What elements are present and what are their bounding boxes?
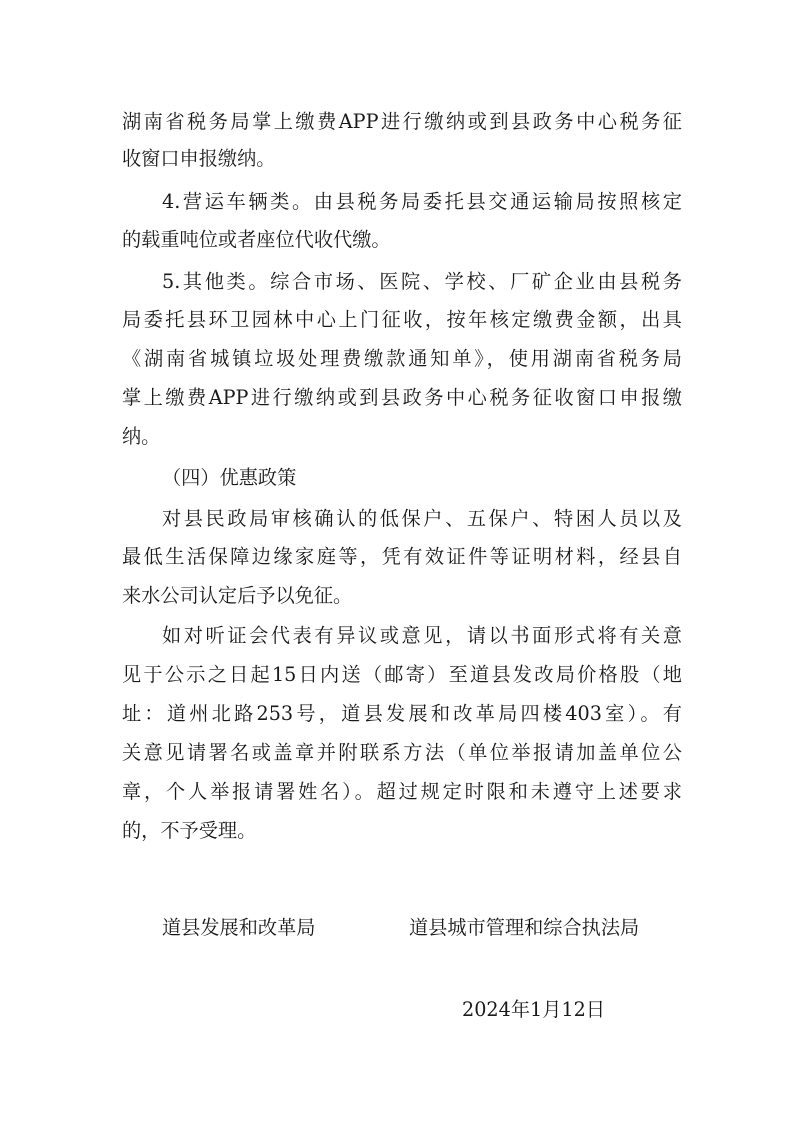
text-line: 如对听证会代表有异议或意见，请以书面形式将有关意 [162, 624, 682, 647]
text-line: 最低生活保障边缘家庭等，凭有效证件等证明材料，经县自 [122, 545, 682, 568]
section-heading: （四）优惠政策 [162, 466, 297, 489]
text-line: 的，不予受理。 [122, 819, 257, 842]
text-line: 对县民政局审核确认的低保户、五保户、特困人员以及 [162, 507, 682, 530]
text-line: 《湖南省城镇垃圾处理费缴款通知单》，使用湖南省税务局 [122, 347, 682, 370]
document-date: 2024年1月12日 [462, 998, 606, 1021]
text-line: 局委托县环卫园林中心上门征收，按年核定缴费金额，出具 [122, 308, 682, 331]
text-line: 收窗口申报缴纳。 [122, 147, 276, 170]
text-line: 的载重吨位或者座位代收代缴。 [122, 228, 391, 251]
text-line: 见于公示之日起15日内送（邮寄）至道县发改局价格股（地 [122, 663, 682, 686]
text-line: 纳。 [122, 425, 161, 448]
text-line: 章，个人举报请署姓名）。超过规定时限和未遵守上述要求 [122, 780, 682, 803]
text-line: 掌上缴费APP进行缴纳或到县政务中心税务征收窗口申报缴 [122, 386, 682, 409]
text-line: 址：道州北路253号，道县发展和改革局四楼403室）。有 [122, 702, 682, 725]
text-line: 湖南省税务局掌上缴费APP进行缴纳或到县政务中心税务征 [122, 110, 682, 133]
signature-right: 道县城市管理和综合执法局 [409, 916, 640, 939]
text-line: 4.营运车辆类。由县税务局委托县交通运输局按照核定 [162, 190, 682, 213]
text-line: 来水公司认定后予以免征。 [122, 584, 353, 607]
signature-left: 道县发展和改革局 [162, 916, 316, 939]
text-line: 关意见请署名或盖章并附联系方法（单位举报请加盖单位公 [122, 741, 682, 764]
text-line: 5.其他类。综合市场、医院、学校、厂矿企业由县税务 [162, 270, 682, 293]
